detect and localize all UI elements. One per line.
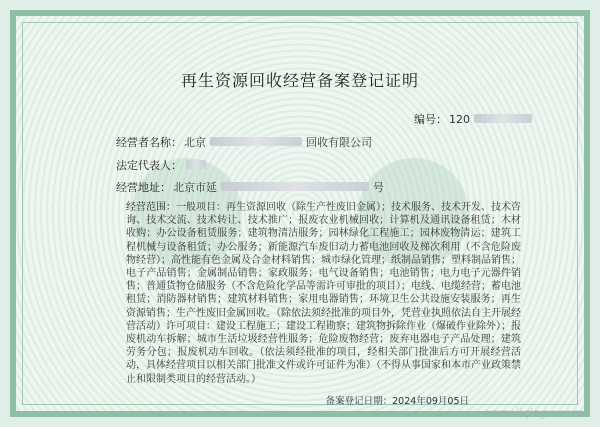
company-value-suffix: 回收有限公司 bbox=[306, 136, 372, 149]
number-value: 120 bbox=[449, 113, 470, 126]
date-label: 备案登记日期： bbox=[325, 396, 393, 407]
redacted-block bbox=[474, 114, 532, 123]
address-row bbox=[116, 179, 384, 195]
redacted-block bbox=[210, 137, 302, 146]
watermark: www.liqingw.com bbox=[485, 406, 582, 419]
company-row bbox=[116, 134, 372, 150]
registration-date bbox=[326, 393, 469, 407]
redacted-block bbox=[221, 182, 369, 191]
number-row bbox=[414, 111, 534, 127]
representative-row bbox=[116, 157, 208, 173]
address-value-prefix: 北京市延 bbox=[173, 181, 217, 194]
date-value: 2024年09月05日 bbox=[392, 396, 469, 407]
certificate-title: 再生资源回收经营备案登记证明 bbox=[180, 71, 419, 90]
address-value-suffix: 号 bbox=[373, 181, 384, 194]
redacted-block bbox=[186, 160, 206, 169]
scope-text: 一般项目：再生资源回收（除生产性废旧金属）；技术服务、技术开发、技术咨询、技术交流、技术转让、技术推广；报废农业机械回收；计算机及通讯设备租赁；木材收购；办公设备租赁服务；建筑物清洁服务；园林绿化工程施工；园林废物清运；建筑工程机械与设备租赁；办公服务；新能源汽车废旧动力蓄电池回收及梯次利用（不含危险废物经营）；高性能有色金属及合金材料销售；城市绿化管理；纸制品销售；塑料制品销售；电子产品销售；金属制品销售；家政服务；电气设备销售；电池销售；电力电子元器件销售；普通货物仓储服务（不含危险化学品等需许可审批的项目）；电线、电缆经营；蓄电池租赁；消防器材销售；建筑材料销售；家用电器销售；环境卫生公共设施安装服务；再生资源销售；生产性废旧金属回收。（除依法须经批准的项目外，凭营业执照依法自主开展经营活动）许可项目：建设工程施工；建设工程勘察；建筑物拆除作业（爆破作业除外）；报废机动车拆解；城市生活垃圾经营性服务；危险废物经营；废弃电器电子产品处理；建筑劳务分包；报废机动车回收。（依法须经批准的项目，经相关部门批准后方可开展经营活动，具体经营项目以相关部门批准文件或许可证件为准）（不得从事国家和本市产业政策禁止和限制类项目的经营活动。） bbox=[126, 202, 521, 385]
certificate bbox=[10, 10, 590, 417]
number-label: 编号： bbox=[414, 113, 447, 126]
representative-label: 法定代表人： bbox=[116, 159, 182, 172]
company-value-prefix: 北京 bbox=[184, 136, 206, 149]
scope-label: 经营范围： bbox=[126, 202, 176, 213]
business-scope bbox=[126, 201, 521, 386]
company-label: 经营者名称： bbox=[116, 136, 182, 149]
address-label: 经营地址： bbox=[116, 181, 171, 194]
